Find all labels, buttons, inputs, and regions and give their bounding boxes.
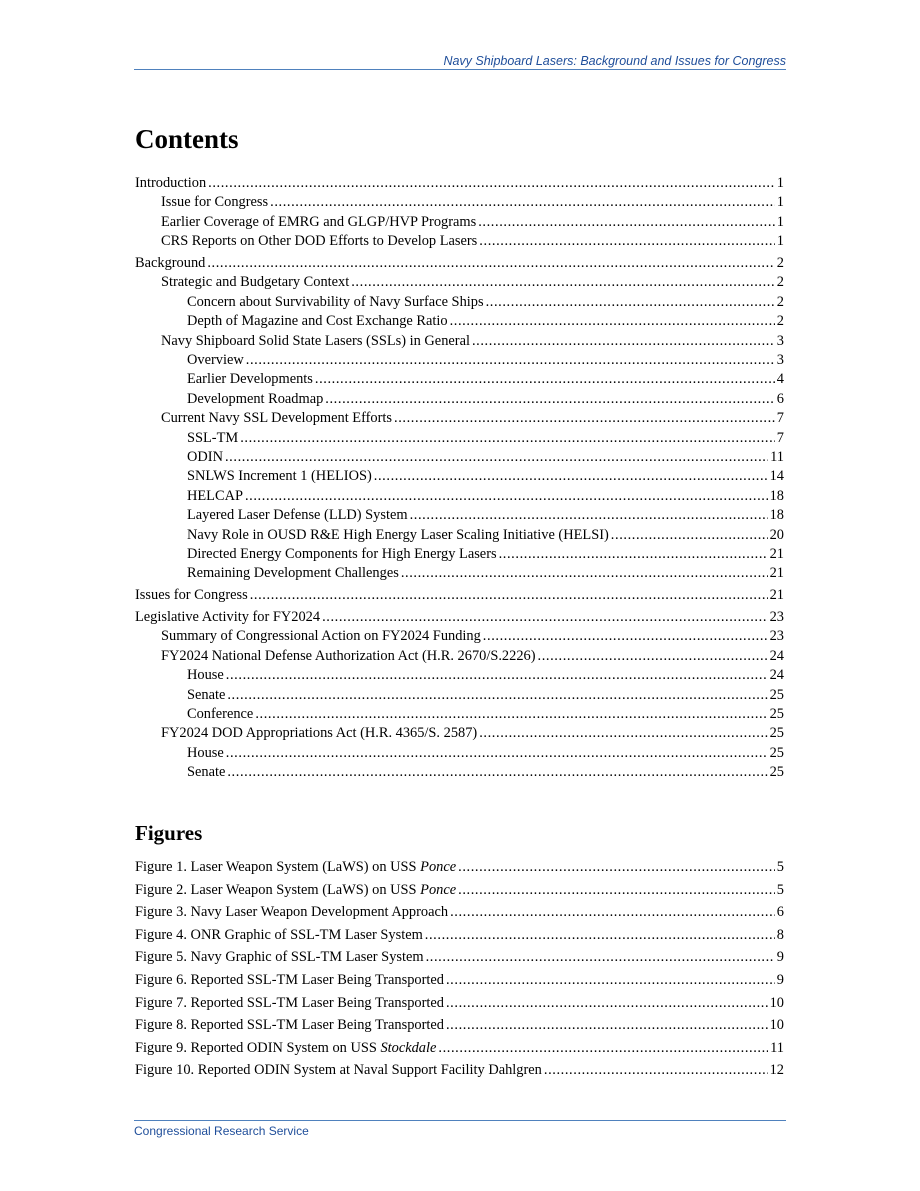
toc-entry[interactable] xyxy=(135,390,784,409)
dot-leader xyxy=(240,429,775,448)
toc-entry[interactable] xyxy=(135,526,784,545)
figure-entry-page: 9 xyxy=(776,949,784,966)
dot-leader xyxy=(250,586,768,605)
dot-leader xyxy=(544,1059,768,1082)
toc-entry-page: 21 xyxy=(769,587,784,604)
figure-entry-page: 8 xyxy=(776,926,784,943)
dot-leader xyxy=(226,744,768,763)
toc-entry[interactable] xyxy=(135,586,784,605)
dot-leader xyxy=(479,232,775,251)
page-footer: Congressional Research Service xyxy=(134,1120,786,1138)
figure-entry-text: Figure 2. Laser Weapon System (LaWS) on USS xyxy=(135,881,421,898)
toc-entry-page: 21 xyxy=(769,545,784,562)
dot-leader xyxy=(325,390,775,409)
dot-leader xyxy=(446,969,775,992)
toc-entry[interactable] xyxy=(135,467,784,486)
toc-entry-page: 21 xyxy=(769,565,784,582)
figure-entry-label xyxy=(135,1059,542,1082)
dot-leader xyxy=(270,193,775,212)
toc-entry-label: Earlier Developments xyxy=(187,371,313,388)
figures-title: Figures xyxy=(135,821,203,845)
toc-entry[interactable] xyxy=(135,174,784,193)
toc-entry[interactable] xyxy=(135,647,784,666)
toc-entry[interactable] xyxy=(135,744,784,763)
figure-entry-text: Figure 10. Reported ODIN System at Naval Support Facility Dahlgren xyxy=(135,1062,542,1079)
figure-entry-page: 6 xyxy=(776,904,784,921)
toc-entry-label: House xyxy=(187,667,224,684)
toc-entry-label: Earlier Coverage of EMRG and GLGP/HVP Programs xyxy=(161,213,477,230)
dot-leader xyxy=(208,174,775,193)
figure-entry[interactable] xyxy=(135,1059,784,1082)
figure-entry-page: 10 xyxy=(769,994,784,1011)
dot-leader xyxy=(227,686,767,705)
figure-entry[interactable] xyxy=(135,1037,784,1060)
toc-entry-page: 7 xyxy=(776,429,784,446)
toc-entry-label: Remaining Development Challenges xyxy=(187,565,399,582)
figure-entry-label xyxy=(135,879,456,902)
toc-entry[interactable] xyxy=(135,666,784,685)
toc-entry-page: 11 xyxy=(770,448,784,465)
dot-leader xyxy=(611,526,768,545)
running-header: Navy Shipboard Lasers: Background and Issues for Congress xyxy=(134,54,786,70)
toc-entry-label: CRS Reports on Other DOD Efforts to Develop Lasers xyxy=(161,233,478,250)
toc-entry-page: 2 xyxy=(776,293,784,310)
toc-entry-label: Overview xyxy=(187,352,244,369)
figure-entry-page: 5 xyxy=(776,859,784,875)
toc-entry-page: 25 xyxy=(769,706,784,723)
figure-entry-label xyxy=(135,856,456,879)
toc-entry-page: 7 xyxy=(776,410,784,427)
toc-entry-label: Senate xyxy=(187,686,226,703)
toc-entry-page: 1 xyxy=(776,194,784,211)
figure-entry-page: 11 xyxy=(770,1039,784,1056)
figure-entry-text: Figure 4. ONR Graphic of SSL-TM Laser System xyxy=(135,926,423,943)
toc-entry-page: 24 xyxy=(769,667,784,684)
toc-entry[interactable] xyxy=(135,409,784,428)
figure-entry-text: Figure 7. Reported SSL-TM Laser Being Transported xyxy=(135,994,444,1011)
toc-entry-label: Current Navy SSL Development Efforts xyxy=(161,410,393,427)
toc-entry-page: 3 xyxy=(776,332,784,349)
dot-leader xyxy=(227,763,767,782)
toc-entry-page: 25 xyxy=(769,686,784,703)
toc-entry-label: Issues for Congress xyxy=(135,587,248,604)
toc-entry-label: Directed Energy Components for High Energy Lasers xyxy=(187,545,497,562)
toc-entry[interactable] xyxy=(135,232,784,251)
toc-entry-label: FY2024 National Defense Authorization Act (H.R. 2670/S.2226) xyxy=(161,647,536,664)
toc-entry-label: Introduction xyxy=(135,175,207,191)
toc-entry[interactable] xyxy=(135,312,784,331)
toc-entry[interactable] xyxy=(135,506,784,525)
toc-entry[interactable] xyxy=(135,429,784,448)
figure-entry-page: 10 xyxy=(769,1017,784,1034)
dot-leader xyxy=(410,506,768,525)
toc-entry[interactable] xyxy=(135,213,784,232)
dot-leader xyxy=(478,213,775,232)
toc-entry-label: Background xyxy=(135,255,206,272)
figure-entry[interactable] xyxy=(135,924,784,947)
toc-entry[interactable] xyxy=(135,193,784,212)
figure-entry-label xyxy=(135,901,448,924)
figure-entry[interactable] xyxy=(135,992,784,1015)
figure-entry-text: Figure 6. Reported SSL-TM Laser Being Transported xyxy=(135,971,444,988)
dot-leader xyxy=(351,273,775,292)
toc-entry-page: 23 xyxy=(769,628,784,645)
toc-entry-label: Depth of Magazine and Cost Exchange Ratio xyxy=(187,313,448,330)
toc-entry[interactable] xyxy=(135,608,784,627)
figure-entry[interactable] xyxy=(135,946,784,969)
toc-entry-page: 25 xyxy=(769,744,784,761)
figure-entry-page: 12 xyxy=(769,1062,784,1079)
toc-entry-label: SNLWS Increment 1 (HELIOS) xyxy=(187,468,372,485)
figure-entry[interactable] xyxy=(135,901,784,924)
dot-leader xyxy=(207,254,774,273)
dot-leader xyxy=(438,1037,768,1060)
dot-leader xyxy=(458,856,775,879)
toc-entry-label: Navy Role in OUSD R&E High Energy Laser Scaling Initiative (HELSI) xyxy=(187,526,609,543)
toc-entry-label: Strategic and Budgetary Context xyxy=(161,274,350,291)
dot-leader xyxy=(538,647,768,666)
toc-entry-page: 25 xyxy=(769,764,784,781)
toc-entry[interactable] xyxy=(135,273,784,292)
toc-entry-page: 2 xyxy=(776,274,784,291)
figure-entry[interactable] xyxy=(135,1014,784,1037)
figure-entry-text: Figure 8. Reported SSL-TM Laser Being Transported xyxy=(135,1017,444,1034)
toc-entry[interactable] xyxy=(135,254,784,273)
figure-entry-text: Figure 3. Navy Laser Weapon Development Approach xyxy=(135,904,449,921)
figure-entry-label xyxy=(135,992,444,1015)
figure-entry-page: 9 xyxy=(776,971,784,988)
toc-entry[interactable] xyxy=(135,370,784,389)
toc-entry[interactable] xyxy=(135,487,784,506)
toc-entry-page: 18 xyxy=(769,487,784,504)
toc-entry[interactable] xyxy=(135,448,784,467)
dot-leader xyxy=(499,545,768,564)
toc-entry-label: SSL-TM xyxy=(187,429,239,446)
toc-entry-label: Navy Shipboard Solid State Lasers (SSLs) in General xyxy=(161,332,470,349)
dot-leader xyxy=(315,370,775,389)
dot-leader xyxy=(446,1014,768,1037)
toc-entry-page: 25 xyxy=(769,725,784,742)
dot-leader xyxy=(450,901,775,924)
toc-entry-page: 14 xyxy=(769,468,784,485)
dot-leader xyxy=(246,351,775,370)
toc-entry-label: Development Roadmap xyxy=(187,390,324,407)
dot-leader xyxy=(374,467,768,486)
toc-entry-page: 1 xyxy=(776,175,784,191)
dot-leader xyxy=(458,879,775,902)
toc-entry[interactable] xyxy=(135,332,784,351)
figure-entry-label xyxy=(135,1037,436,1060)
figure-entry-label xyxy=(135,969,444,992)
toc-entry-page: 24 xyxy=(769,647,784,664)
figure-entry[interactable] xyxy=(135,879,784,902)
dot-leader xyxy=(425,924,775,947)
contents-title: Contents xyxy=(135,124,239,154)
dot-leader xyxy=(394,409,775,428)
toc-entry-page: 4 xyxy=(776,371,784,388)
toc-entry-page: 2 xyxy=(776,313,784,330)
dot-leader xyxy=(450,312,775,331)
dot-leader xyxy=(486,293,775,312)
toc-entry[interactable] xyxy=(135,763,784,782)
dot-leader xyxy=(426,946,775,969)
toc-entry[interactable] xyxy=(135,724,784,743)
figure-entry-ship-name: Ponce xyxy=(420,859,457,875)
toc-entry-page: 6 xyxy=(776,390,784,407)
table-of-contents xyxy=(135,174,784,783)
dot-leader xyxy=(483,627,768,646)
toc-entry-page: 1 xyxy=(776,213,784,230)
toc-entry-page: 1 xyxy=(776,233,784,250)
toc-entry[interactable] xyxy=(135,293,784,312)
figure-entry-text: Figure 5. Navy Graphic of SSL-TM Laser System xyxy=(135,949,424,966)
list-of-figures xyxy=(135,856,784,1082)
toc-entry-label: Concern about Survivability of Navy Surface Ships xyxy=(187,293,484,310)
figure-entry[interactable] xyxy=(135,969,784,992)
toc-entry[interactable] xyxy=(135,564,784,583)
figure-entry-label xyxy=(135,1014,444,1037)
toc-entry[interactable] xyxy=(135,705,784,724)
toc-entry-page: 2 xyxy=(776,255,784,272)
figure-entry-text: Figure 1. Laser Weapon System (LaWS) on USS xyxy=(135,859,421,875)
toc-entry[interactable] xyxy=(135,627,784,646)
figure-entry-text: Figure 9. Reported ODIN System on USS xyxy=(135,1039,381,1056)
dot-leader xyxy=(401,564,768,583)
toc-entry[interactable] xyxy=(135,686,784,705)
toc-entry[interactable] xyxy=(135,545,784,564)
toc-entry-page: 23 xyxy=(769,609,784,626)
toc-entry-label: FY2024 DOD Appropriations Act (H.R. 4365/S. 2587) xyxy=(161,725,478,742)
toc-entry-label: Legislative Activity for FY2024 xyxy=(135,609,321,626)
toc-entry-label: Issue for Congress xyxy=(161,194,269,211)
figure-entry-label xyxy=(135,946,424,969)
dot-leader xyxy=(322,608,768,627)
dot-leader xyxy=(472,332,775,351)
figure-entry-ship-name: Ponce xyxy=(420,881,457,898)
dot-leader xyxy=(226,666,768,685)
dot-leader xyxy=(479,724,767,743)
dot-leader xyxy=(245,487,768,506)
figure-entry[interactable] xyxy=(135,856,784,879)
toc-entry-label: HELCAP xyxy=(187,487,243,504)
toc-entry-label: Senate xyxy=(187,764,226,781)
toc-entry[interactable] xyxy=(135,351,784,370)
dot-leader xyxy=(255,705,767,724)
toc-entry-page: 3 xyxy=(776,352,784,369)
figure-entry-ship-name: Stockdale xyxy=(380,1039,437,1056)
toc-entry-label: ODIN xyxy=(187,448,223,465)
toc-entry-label: Summary of Congressional Action on FY2024 Funding xyxy=(161,628,481,645)
toc-entry-label: House xyxy=(187,744,224,761)
figure-entry-label xyxy=(135,924,423,947)
figure-entry-page: 5 xyxy=(776,881,784,898)
dot-leader xyxy=(225,448,768,467)
dot-leader xyxy=(446,992,768,1015)
toc-entry-page: 20 xyxy=(769,526,784,543)
toc-entry-label: Layered Laser Defense (LLD) System xyxy=(187,507,408,524)
toc-entry-label: Conference xyxy=(187,706,254,723)
toc-entry-page: 18 xyxy=(769,507,784,524)
